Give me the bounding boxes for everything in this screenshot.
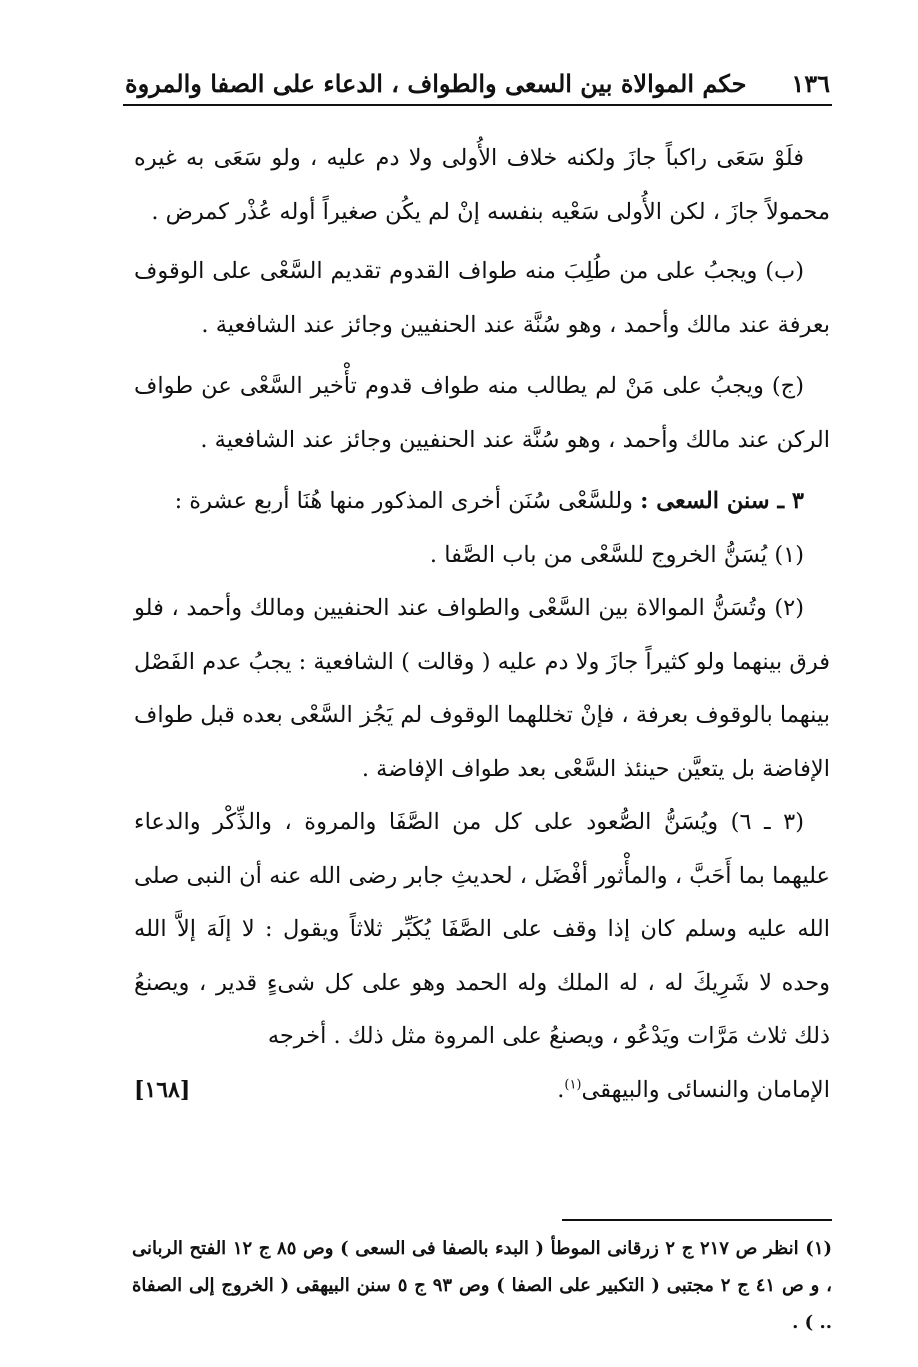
footnote-divider bbox=[562, 1219, 832, 1221]
section-3-heading: ٣ ـ سنن السعى : bbox=[640, 488, 804, 514]
item-2: (٢) وتُسَنُّ الموالاة بين السَّعْى والطواف عند الحنفيين ومالك وأحمد ، فلو فرق بينهما ولو كثيراً جازَ ولا دم عليه ( وقالت ) الشافعية : يجبُ عدم الفَصْل بينهما بالوقوف بعرفة ، فإنْ تخللهما الوقوف لم يَجُز السَّعْى بعده قبل طواف الإفاضة بل يتعيَّن حينئذ السَّعْى بعد طواف الإفاضة . bbox=[134, 595, 830, 782]
header-divider bbox=[123, 104, 832, 106]
item-3-6-last-line bbox=[134, 1064, 830, 1118]
item-3-6-period: . bbox=[557, 1076, 565, 1103]
item-3-6-closing bbox=[557, 1064, 830, 1118]
item-3-6: (٣ ـ ٦) ويُسَنُّ الصُّعود على كل من الصَّفَا والمروة ، والذِّكْر والدعاء عليهما بما أَحَبَّ ، والمأْثور أفْضَل ، لحديثِ جابر رضى الله عنه أن النبى صلى الله عليه وسلم كان إذا وقف على الصَّفَا يُكَبِّر ثلاثاً ويقول : لا إلَهَ إلاَّ الله وحده لا شَرِيكَ له ، له الملك وله الحمد وهو على كل شىءٍ قدير ، ويصنعُ ذلك ثلاث مَرَّات ويَدْعُو ، ويصنعُ على المروة مثل ذلك . أخرجه bbox=[134, 809, 830, 1049]
running-header bbox=[125, 58, 830, 98]
running-title: حكم الموالاة بين السعى والطواف ، الدعاء على الصفا والمروة bbox=[125, 69, 747, 98]
footnotes bbox=[132, 1230, 832, 1341]
section-3-intro: وللسَّعْى سُنَن أخرى المذكور منها هُنَا أربع عشرة : bbox=[174, 488, 633, 514]
paragraph-1: فلَوْ سَعَى راكباً جازَ ولكنه خلاف الأُولى ولا دم عليه ، ولو سَعَى به غيره محمولاً جازَ ، لكن الأُولى سَعْيه بنفسه إنْ لم يكُن صغيراً أوله عُذْر كمرض . bbox=[134, 145, 830, 225]
reference-number: [١٦٨] bbox=[134, 1076, 191, 1103]
footnote-1: (١) انظر ص ٢١٧ ج ٢ زرقانى الموطأ ( البدء بالصفا فى السعى ) وص ٨٥ ج ١٢ الفتح الربانى ، و ص ٤١ ج ٢ مجتبى ( التكبير على الصفا ) وص ٩٣ ج ٥ سنن البيهقى ( الخروج إلى الصفاة .. ) . bbox=[132, 1238, 833, 1333]
page-number: ١٣٦ bbox=[791, 69, 830, 98]
item-1: (١) يُسَنُّ الخروج للسَّعْى من باب الصَّفا . bbox=[429, 541, 804, 568]
footnote-marker: (١) bbox=[564, 1077, 582, 1092]
paragraph-b: (ب) ويجبُ على من طُلِبَ منه طواف القدوم تقديم السَّعْى على الوقوف بعرفة عند مالك وأحمد ، وهو سُنَّة عند الحنفيين وجائز عند الشافعية . bbox=[134, 258, 830, 338]
section-3 bbox=[134, 475, 830, 529]
item-3-6-closing-text: الإمامان والنسائى والبيهقى bbox=[581, 1076, 830, 1103]
main-text bbox=[134, 132, 830, 1117]
paragraph-c: (ج) ويجبُ على مَنْ لم يطالب منه طواف قدوم تأْخير السَّعْى عن طواف الركن عند مالك وأحمد ، وهو سُنَّة عند الحنفيين وجائز عند الشافعية . bbox=[134, 373, 830, 453]
